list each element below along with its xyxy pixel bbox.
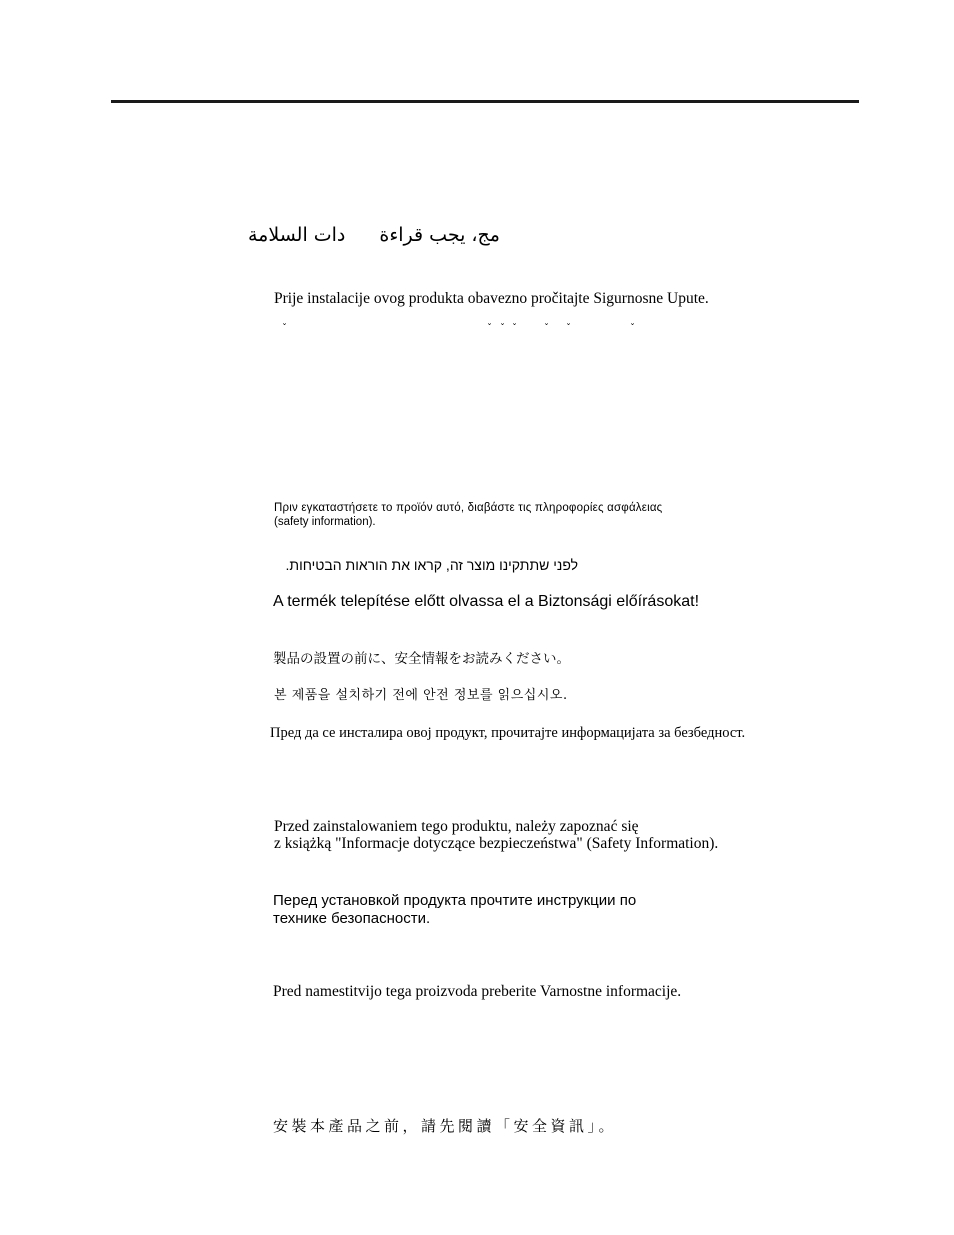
polish-safety-notice-line1: Przed zainstalowaniem tego produktu, należy zapoznać się: [274, 818, 639, 835]
accent-mark: ˇ: [630, 323, 635, 334]
accent-mark: ˇ: [282, 323, 287, 334]
polish-safety-notice-line2: z książką "Informacje dotyczące bezpieczeństwa" (Safety Information).: [274, 835, 719, 852]
korean-safety-notice: 본 제품을 설치하기 전에 안전 정보를 읽으십시오.: [274, 688, 568, 703]
stray-accent-marks: [274, 323, 654, 337]
accent-mark: ˇ: [544, 323, 549, 334]
croatian-safety-notice: Prije instalacije ovog produkta obavezno pročitajte Sigurnosne Upute.: [274, 290, 709, 307]
hebrew-safety-notice: לפני שתתקינו מוצר זה, קראו את הוראות הבטיחות.: [285, 557, 578, 573]
slovenian-safety-notice: Pred namestitvijo tega proizvoda preberite Varnostne informacije.: [273, 983, 682, 1000]
russian-safety-notice-line1: Перед установкой продукта прочтите инструкции по: [273, 892, 637, 909]
accent-mark: ˇ: [487, 323, 492, 334]
hungarian-safety-notice: A termék telepítése előtt olvassa el a Biztonsági előírásokat!: [273, 593, 700, 610]
accent-mark: ˇ: [512, 323, 517, 334]
russian-safety-notice-line2: технике безопасности.: [273, 910, 431, 927]
greek-safety-notice-line2: (safety information).: [274, 516, 376, 528]
header-rule: [111, 100, 859, 103]
arabic-safety-notice: [248, 224, 500, 247]
macedonian-safety-notice: Пред да се инсталира овој продукт, прочитајте информацијата за безбедност.: [270, 725, 746, 741]
chinese-safety-notice: 安裝本產品之前，請先閱讀「安全資訊」。: [273, 1117, 618, 1135]
accent-mark: ˇ: [566, 323, 571, 334]
arabic-text-part2: دات السلامة: [248, 224, 346, 246]
arabic-text-part1: مج، يجب قراءة: [379, 224, 500, 246]
accent-mark: ˇ: [500, 323, 505, 334]
greek-safety-notice-line1: Πριν εγκαταστήσετε το προϊόν αυτό, διαβάστε τις πληροφορίες ασφάλειας: [274, 502, 663, 514]
japanese-safety-notice: 製品の設置の前に、安全情報をお読みください。: [273, 651, 570, 667]
